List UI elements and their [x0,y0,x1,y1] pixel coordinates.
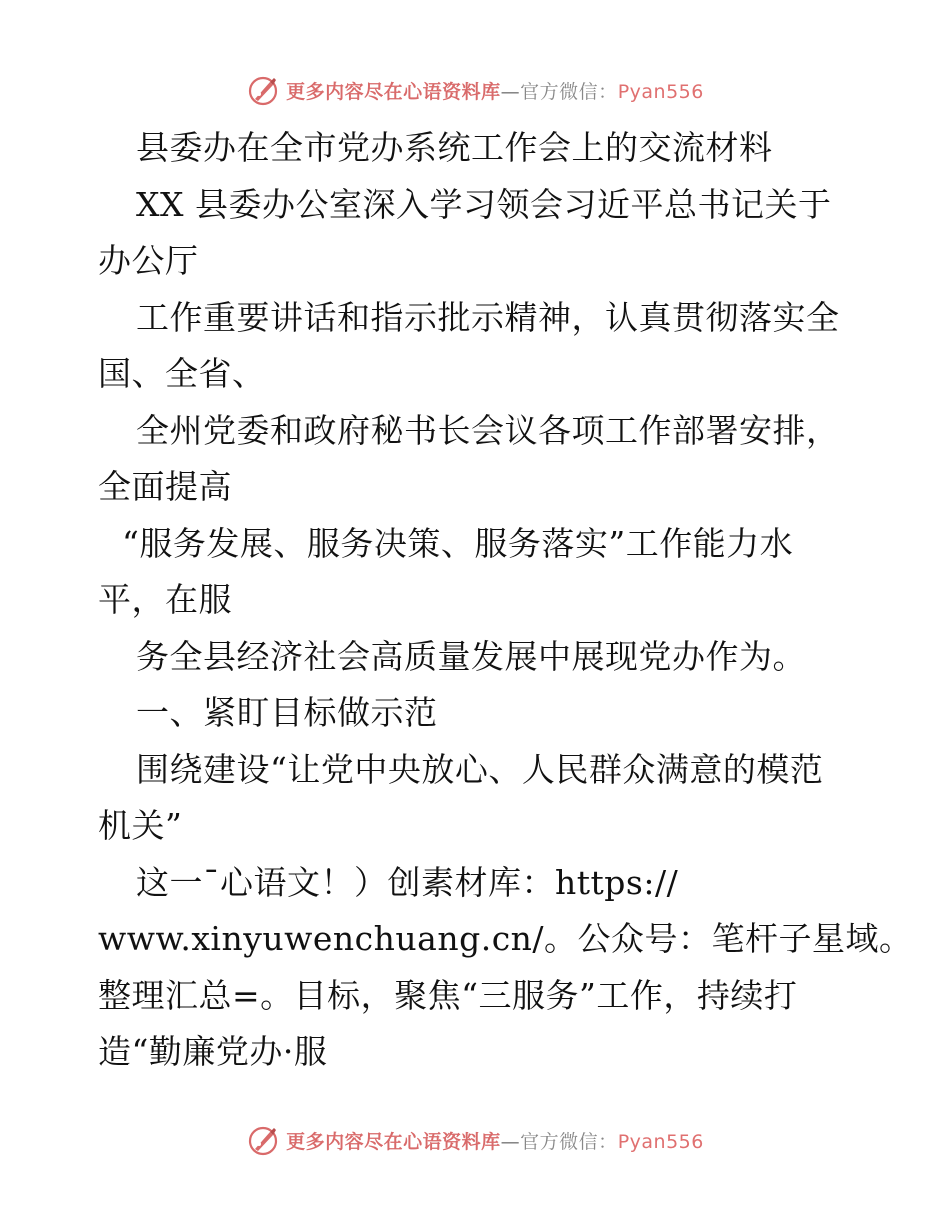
doc-line: 全面提高 [98,467,232,506]
watermark-wechat-label: 官方微信： [520,1130,618,1153]
pen-logo-icon [246,1123,280,1157]
doc-line: 整理汇总=。目标，聚焦“三服务”工作，持续打 [98,975,798,1015]
doc-line: 务全县经济社会高质量发展中展现党办作为。 [136,636,806,676]
watermark-wechat-id: Pyan556 [617,80,704,103]
watermark-text [286,1127,704,1154]
doc-line: “服务发展、服务决策、服务落实”工作能力水 [122,523,794,563]
doc-line: 平，在服 [98,580,232,619]
pen-logo-icon [246,73,280,107]
doc-link-line: www.xinyuwenchuang.cn/。公众号：笔杆子星域。 [98,919,913,958]
doc-title: 县委办在全市党办系统工作会上的交流材料 [136,128,773,167]
watermark-brand: 更多内容尽在心语资料库 [286,80,501,103]
watermark-wechat-label: 官方微信： [520,80,618,103]
watermark-wechat-id: Pyan556 [617,1130,704,1153]
watermark-brand: 更多内容尽在心语资料库 [286,1130,501,1153]
doc-line: 造“勤廉党办·服 [98,1032,328,1071]
footer-watermark [0,1120,950,1160]
doc-line: 全州党委和政府秘书长会议各项工作部署安排， [136,410,840,450]
doc-line: 这一¯心语文！）创素材库：https:// [136,862,679,902]
doc-line: 办公厅 [98,241,199,280]
watermark-separator: — [500,1130,521,1153]
doc-line: 机关” [98,806,183,845]
doc-line: XX 县委办公室深入学习领会习近平总书记关于 [136,184,832,224]
document-body [98,120,913,1081]
doc-line: 工作重要讲话和指示批示精神，认真贯彻落实全 [136,297,840,337]
header-watermark [0,70,950,110]
doc-line: 国、全省、 [98,354,266,393]
watermark-text [286,77,704,104]
doc-line: 围绕建设“让党中央放心、人民群众满意的模范 [136,749,824,789]
watermark-separator: — [500,80,521,103]
section-heading: 一、紧盯目标做示范 [136,693,438,732]
